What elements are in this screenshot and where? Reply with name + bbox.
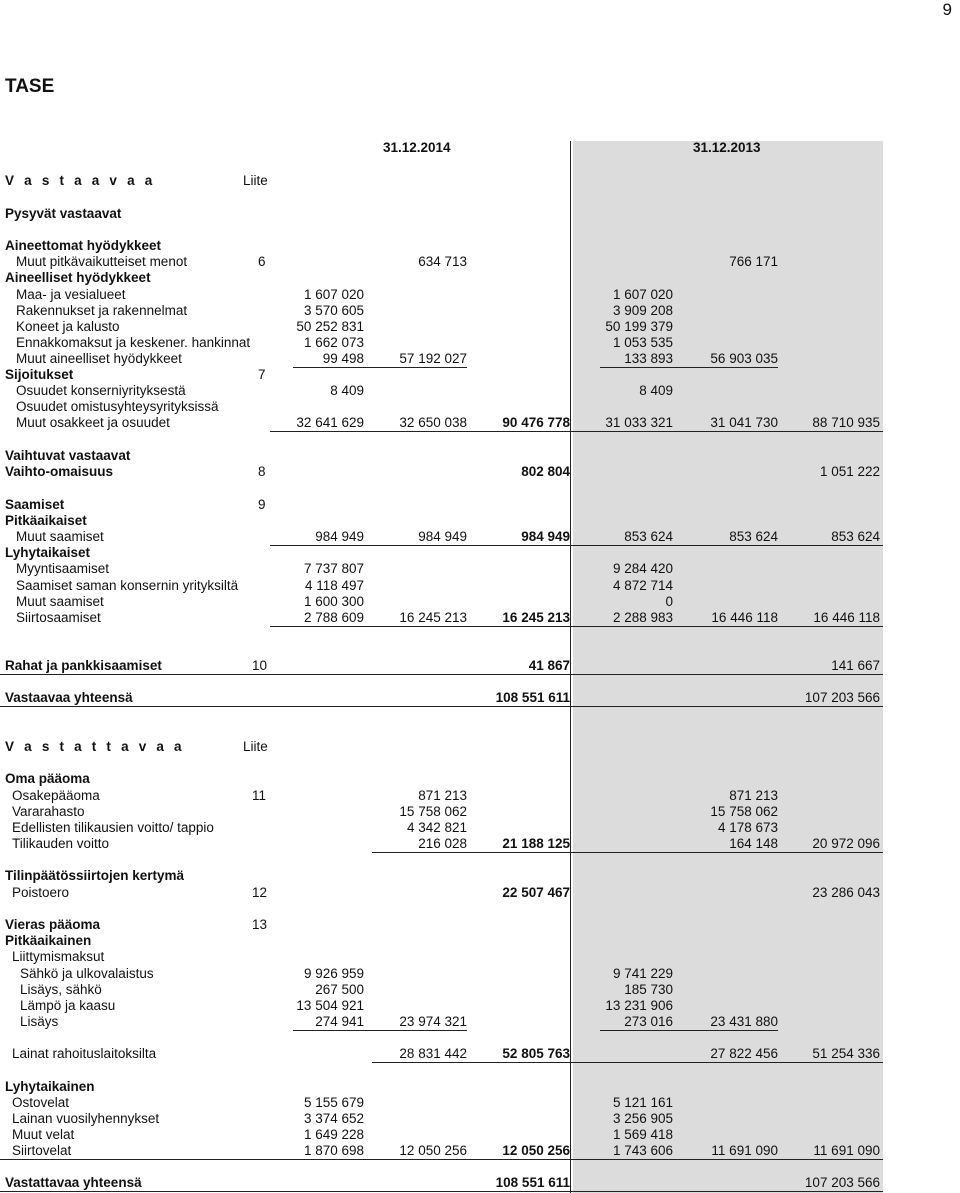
- table-row: Muut osakkeet ja osuudet 32 641 629 32 650 038 90 476 778 31 033 321 31 041 730 88 710 935: [16, 415, 880, 430]
- underline: [270, 431, 883, 432]
- table-row: Lämpö ja kaasu 13 504 921 13 231 906: [20, 998, 673, 1013]
- liabilities-heading-row: [0, 739, 960, 755]
- table-row: Siirtovelat 1 870 698 12 050 256 12 050 256 1 743 606 11 691 090 11 691 090: [12, 1143, 880, 1158]
- section-heading: Aineettomat hyödykkeet: [5, 238, 162, 253]
- section-heading: Tilinpäätössiirtojen kertymä: [5, 868, 185, 883]
- table-row: Siirtosaamiset 2 788 609 16 245 213 16 245 213 2 288 983 16 446 118 16 446 118: [16, 610, 880, 625]
- table-row: Lainan vuosilyhennykset 3 374 652 3 256 905: [12, 1111, 673, 1126]
- table-row: Poistoero 12 22 507 467 23 286 043: [12, 885, 880, 900]
- section-heading: Vieras pääoma 13: [5, 917, 268, 932]
- underline: [270, 626, 883, 627]
- table-row: Ennakkomaksut ja keskener. hankinnat 1 662 073 1 053 535: [16, 335, 673, 350]
- underline: [372, 1062, 883, 1063]
- table-row: Vararahasto 15 758 062 15 758 062: [12, 804, 778, 819]
- underline: [372, 852, 883, 853]
- table-row: Osuudet konserniyrityksestä 8 409 8 409: [16, 383, 673, 398]
- underline: [600, 1030, 778, 1031]
- underline: [0, 1159, 883, 1160]
- total-row: Vastattavaa yhteensä 108 551 611 107 203 566: [5, 1175, 880, 1190]
- page-title: TASE: [5, 76, 55, 97]
- section-heading: Vaihtuvat vastaavat: [5, 448, 131, 463]
- table-row: Muut saamiset 984 949 984 949 984 949 853 624 853 624 853 624: [16, 529, 880, 544]
- table-row: Rahat ja pankkisaamiset 10 41 867 141 667: [5, 658, 880, 673]
- table-row: Vaihto-omaisuus 8 802 804 1 051 222: [5, 464, 880, 479]
- underline: [0, 1191, 883, 1192]
- table-row: Edellisten tilikausien voitto/ tappio 4 342 821 4 178 673: [12, 820, 778, 835]
- table-row: Osuudet omistusyhteysyrityksissä: [16, 399, 219, 414]
- table-row: Lisäys, sähkö 267 500 185 730: [20, 982, 673, 997]
- table-row: Muut aineelliset hyödykkeet 99 498 57 192 027 133 893 56 903 035: [16, 351, 778, 366]
- table-row: Rakennukset ja rakennelmat 3 570 605 3 909 208: [16, 303, 673, 318]
- section-heading: Oma pääoma: [5, 771, 90, 786]
- date-header-2014: 31.12.2014: [383, 140, 451, 155]
- underline: [0, 706, 883, 707]
- total-row: Vastaavaa yhteensä 108 551 611 107 203 566: [5, 690, 880, 705]
- table-row: Maa- ja vesialueet 1 607 020 1 607 020: [16, 287, 673, 302]
- table-row: Muut velat 1 649 228 1 569 418: [12, 1127, 673, 1142]
- table-row: Tilikauden voitto 216 028 21 188 125 164 148 20 972 096: [12, 836, 880, 851]
- underline: [293, 1030, 467, 1031]
- section-heading: Pitkäaikainen: [5, 933, 92, 948]
- table-row: Myyntisaamiset 7 737 807 9 284 420: [16, 561, 673, 576]
- section-heading: Aineelliset hyödykkeet: [5, 270, 151, 285]
- table-row: Lisäys 274 941 23 974 321 273 016 23 431 880: [20, 1014, 778, 1029]
- page-number: 9: [942, 0, 952, 19]
- liabilities-heading: V a s t a t t a v a a: [5, 739, 185, 754]
- section-heading: Lyhytaikainen: [5, 1079, 95, 1094]
- table-row: Muut pitkävaikutteiset menot 6 634 713 766 171: [16, 254, 778, 269]
- assets-heading: V a s t a a v a a: [5, 173, 156, 188]
- date-header-2013: 31.12.2013: [693, 140, 761, 155]
- table-row: Saamiset saman konsernin yrityksiltä 4 118 497 4 872 714: [16, 578, 673, 593]
- note-header: Liite: [243, 739, 268, 754]
- table-row: Sähkö ja ulkovalaistus 9 926 959 9 741 229: [20, 966, 673, 981]
- section-heading: Pitkäaikaiset: [5, 513, 87, 528]
- section-heading: Pysyvät vastaavat: [5, 206, 122, 221]
- table-row: Lainat rahoituslaitoksilta 28 831 442 52 805 763 27 822 456 51 254 336: [12, 1046, 880, 1061]
- section-heading: Lyhytaikaiset: [5, 545, 91, 560]
- table-row: Liittymismaksut: [12, 949, 105, 964]
- table-row: Muut saamiset 1 600 300 0: [16, 594, 673, 609]
- underline: [0, 674, 883, 675]
- table-row: Osakepääoma 11 871 213 871 213: [12, 788, 778, 803]
- section-heading: Saamiset 9: [5, 497, 266, 512]
- assets-heading-row: [0, 173, 960, 189]
- table-row: Koneet ja kalusto 50 252 831 50 199 379: [16, 319, 673, 334]
- table-row: Ostovelat 5 155 679 5 121 161: [12, 1095, 673, 1110]
- note-header: Liite: [243, 173, 268, 188]
- section-heading: Sijoitukset 7: [5, 367, 266, 382]
